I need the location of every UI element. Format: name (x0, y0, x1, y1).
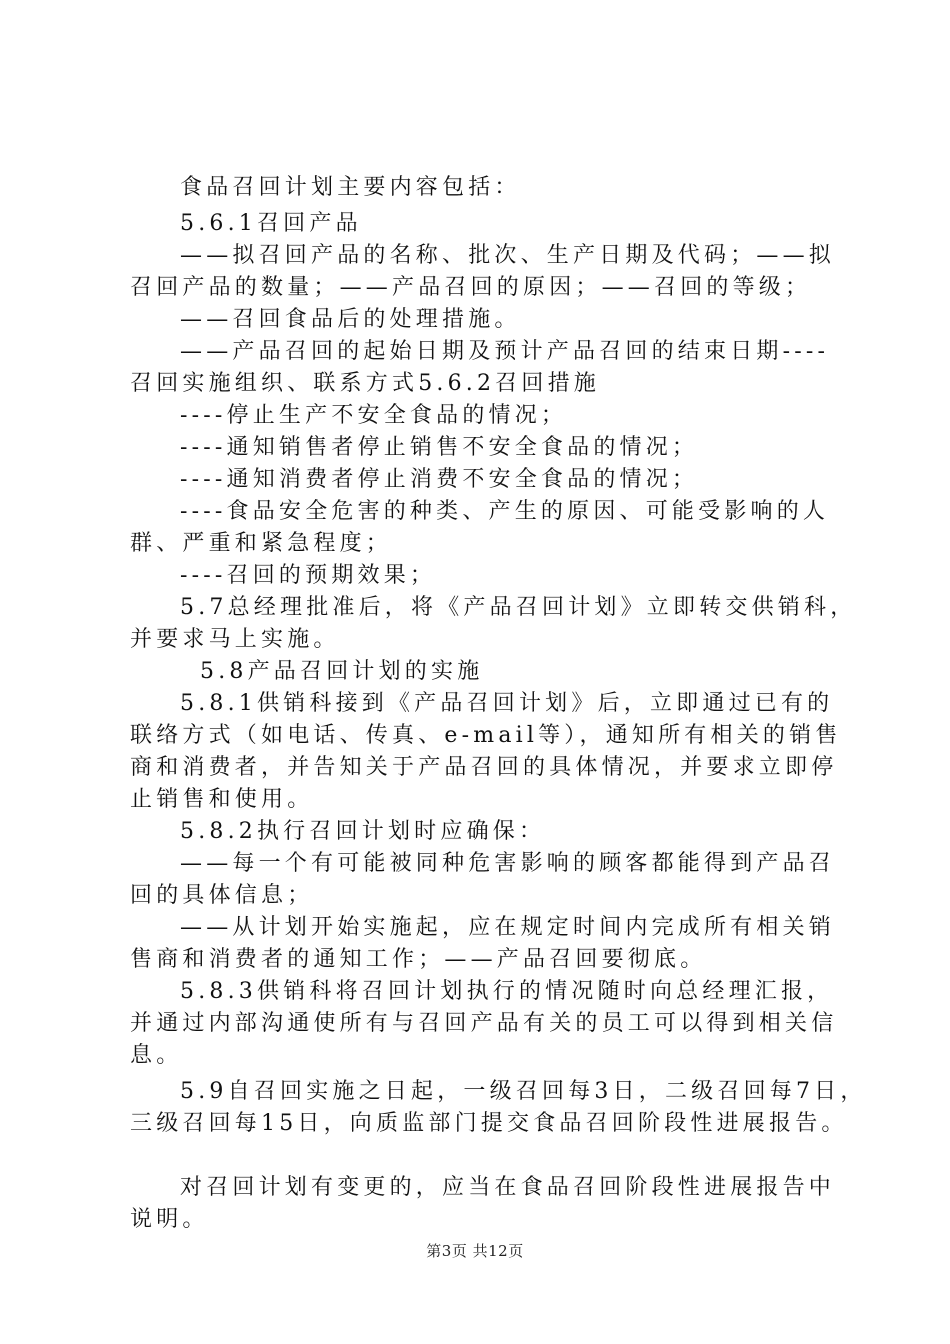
text-line: 并通过内部沟通使所有与召回产品有关的员工可以得到相关信 (130, 1011, 838, 1036)
text-line: 群、严重和紧急程度； (130, 531, 393, 556)
text-line: ——产品召回的起始日期及预计产品召回的结束日期---- (180, 339, 830, 364)
text-line: 三级召回每15日，向质监部门提交食品召回阶段性进展报告。 (130, 1111, 848, 1136)
text-line: 联络方式（如电话、传真、e-mail等），通知所有相关的销售 (130, 723, 842, 748)
text-line: 5.9自召回实施之日起，一级召回每3日，二级召回每7日， (180, 1079, 867, 1104)
text-line: ——每一个有可能被同种危害影响的顾客都能得到产品召 (180, 851, 836, 876)
text-line: 息。 (130, 1043, 183, 1068)
text-line: 5.8.3供销科将召回计划执行的情况随时向总经理汇报， (180, 979, 834, 1004)
text-line: ——从计划开始实施起，应在规定时间内完成所有相关销 (180, 915, 836, 940)
text-line: 对召回计划有变更的，应当在食品召回阶段性进展报告中 (180, 1175, 836, 1200)
text-line: 说明。 (130, 1207, 209, 1232)
text-line: ——召回食品后的处理措施。 (180, 307, 521, 332)
text-line: 回的具体信息； (130, 883, 314, 908)
text-line: 食品召回计划主要内容包括： (180, 175, 521, 200)
text-line: 止销售和使用。 (130, 787, 314, 812)
text-line: ----食品安全危害的种类、产生的原因、可能受影响的人 (180, 499, 830, 524)
text-line: 5.8产品召回计划的实施 (200, 659, 484, 684)
text-line: 5.8.2执行召回计划时应确保： (180, 819, 546, 844)
text-line: 召回产品的数量；——产品召回的原因；——召回的等级； (130, 275, 812, 300)
text-line: 商和消费者，并告知关于产品召回的具体情况，并要求立即停 (130, 755, 838, 780)
text-line: 售商和消费者的通知工作；——产品召回要彻底。 (130, 947, 707, 972)
text-line: ----通知销售者停止销售不安全食品的情况； (180, 435, 699, 460)
text-line: 5.7总经理批准后，将《产品召回计划》立即转交供销科， (180, 595, 857, 620)
text-line: ----停止生产不安全食品的情况； (180, 403, 568, 428)
text-line: ----召回的预期效果； (180, 563, 437, 588)
page-number: 第3页 共12页 (426, 1242, 524, 1260)
text-line: 召回实施组织、联系方式5.6.2召回措施 (130, 371, 600, 396)
text-line: 5.6.1召回产品 (180, 211, 362, 236)
text-line: ----通知消费者停止消费不安全食品的情况； (180, 467, 699, 492)
text-line: ——拟召回产品的名称、批次、生产日期及代码；——拟 (180, 243, 836, 268)
text-line: 并要求马上实施。 (130, 627, 340, 652)
text-line: 5.8.1供销科接到《产品召回计划》后，立即通过已有的 (180, 691, 834, 716)
